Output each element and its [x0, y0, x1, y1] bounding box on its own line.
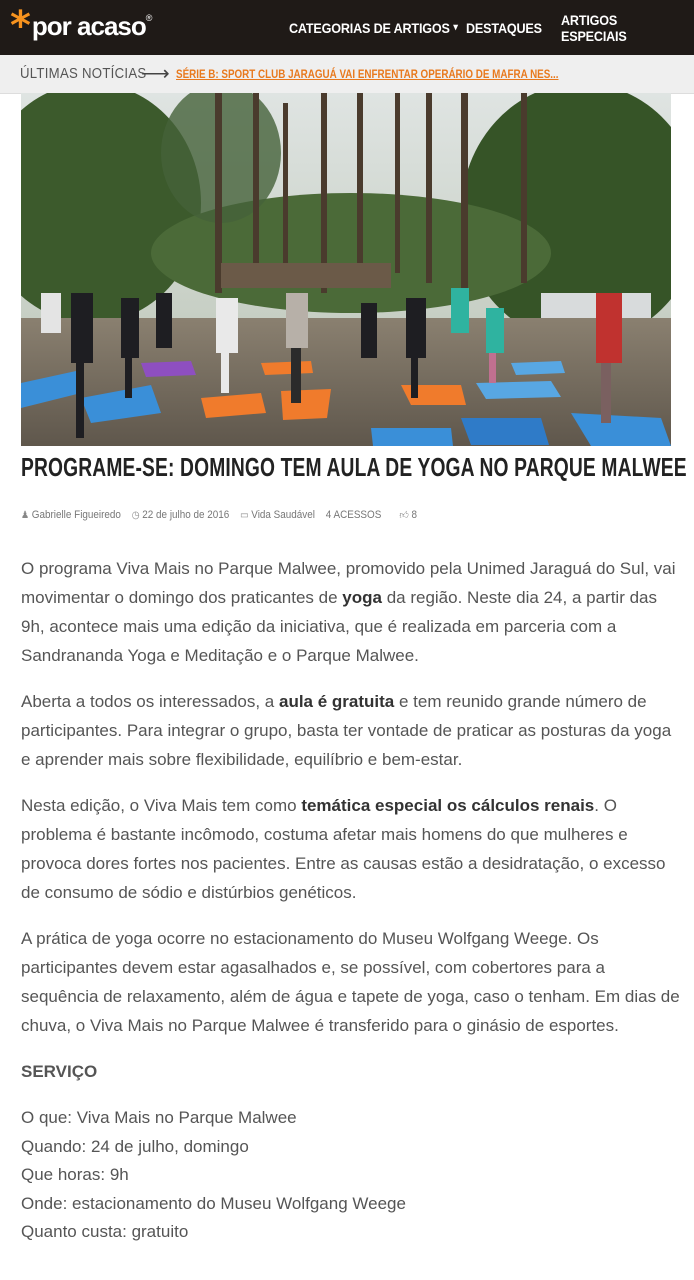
author-name: Gabrielle Figueiredo [31, 509, 121, 521]
category-name: Vida Saudável [251, 509, 315, 521]
service-item: O que: Viva Mais no Parque Malwee [21, 1108, 297, 1127]
article-body [21, 554, 681, 1247]
service-item: Que horas: 9h [21, 1165, 129, 1184]
keyword-yoga: yoga [342, 588, 382, 607]
user-icon: ♟ [21, 509, 30, 521]
paragraph-4: A prática de yoga ocorre no estacionamento do Museu Wolfgang Weege. Os participantes devem estar agasalhados e, se possível, com cobertores para a sequência de relaxamento, além de água e tapete de yoga, caso o tenham. Em dias de chuva, o Viva Mais no Parque Malwee é transferido para o ginásio de esportes. [21, 929, 680, 1035]
article-title: PROGRAME-SE: DOMINGO TEM AULA DE YOGA NO PARQUE MALWEE [21, 452, 687, 482]
registered-mark: ® [145, 13, 153, 23]
service-item: Quando: 24 de julho, domingo [21, 1136, 249, 1156]
meta-likes[interactable] [399, 509, 417, 521]
thumbs-up-icon: 👍︎ [399, 510, 409, 521]
meta-author[interactable] [21, 509, 121, 521]
paragraph-1: O programa Viva Mais no Parque Malwee, promovido pela Unimed Jaraguá do Sul, vai movimentar o domingo dos praticantes de yoga da região. Neste dia 24, a partir das 9h, acontece mais uma edição da iniciativa, que é realizada em parceria com a Sandrananda Yoga e Meditação e o Parque Malwee. [21, 559, 676, 665]
views-count: 4 ACESSOS [325, 509, 382, 521]
yoga-class-photo [21, 93, 671, 446]
meta-views [326, 509, 382, 521]
site-logo[interactable] [10, 3, 153, 49]
chevron-down-icon: ▾ [453, 22, 458, 33]
nav-destaques[interactable] [466, 0, 542, 55]
nav-artigos-especiais-label: ARTIGOS ESPECIAIS [561, 11, 627, 44]
arrow-right-icon: ⟶ [141, 63, 170, 85]
highlight-theme: temática especial os cálculos renais [301, 796, 595, 815]
news-ticker [0, 55, 694, 94]
nav-destaques-label: DESTAQUES [466, 19, 542, 36]
publish-date: 22 de julho de 2016 [142, 509, 230, 521]
site-header [0, 0, 694, 55]
ticker-headline-link[interactable]: SÉRIE B: SPORT CLUB JARAGUÁ VAI ENFRENTAR OPERÁRIO DE MAFRA NES... [176, 67, 559, 81]
meta-date [132, 509, 230, 521]
service-list [21, 1104, 681, 1247]
folder-icon: ▭ [240, 509, 249, 521]
logo-text: por acaso [31, 10, 146, 41]
nav-categorias-label: CATEGORIAS DE ARTIGOS [289, 19, 450, 36]
highlight-free-class: aula é gratuita [279, 692, 395, 711]
paragraph-3: Nesta edição, o Viva Mais tem como temática especial os cálculos renais. O problema é bastante incômodo, costuma afetar mais homens do que mulheres e provoca dores fortes nos pacientes. Entre as causas estão a desidratação, o excesso de consumo de sódio e distúrbios genéticos. [21, 796, 666, 902]
asterisk-logo-icon: * [10, 3, 31, 49]
nav-categorias[interactable] [289, 0, 458, 55]
nav-artigos-especiais[interactable] [561, 0, 681, 55]
meta-category[interactable] [240, 509, 315, 521]
likes-count: 8 [411, 509, 417, 521]
service-item: Quanto custa: gratuito [21, 1222, 189, 1241]
paragraph-2: Aberta a todos os interessados, a aula é gratuita e tem reunido grande número de participantes. Para integrar o grupo, basta ter vontade de praticar as posturas da yoga e aprender mais sobre flexibilidade, equilíbrio e bem-estar. [21, 692, 672, 769]
ticker-label: ÚLTIMAS NOTÍCIAS [20, 65, 147, 82]
article-meta [21, 509, 428, 521]
article-featured-image [21, 93, 671, 446]
service-heading: SERVIÇO [21, 1062, 98, 1081]
clock-icon: ◷ [131, 509, 140, 521]
service-item: Onde: estacionamento do Museu Wolfgang Weege [21, 1193, 406, 1213]
